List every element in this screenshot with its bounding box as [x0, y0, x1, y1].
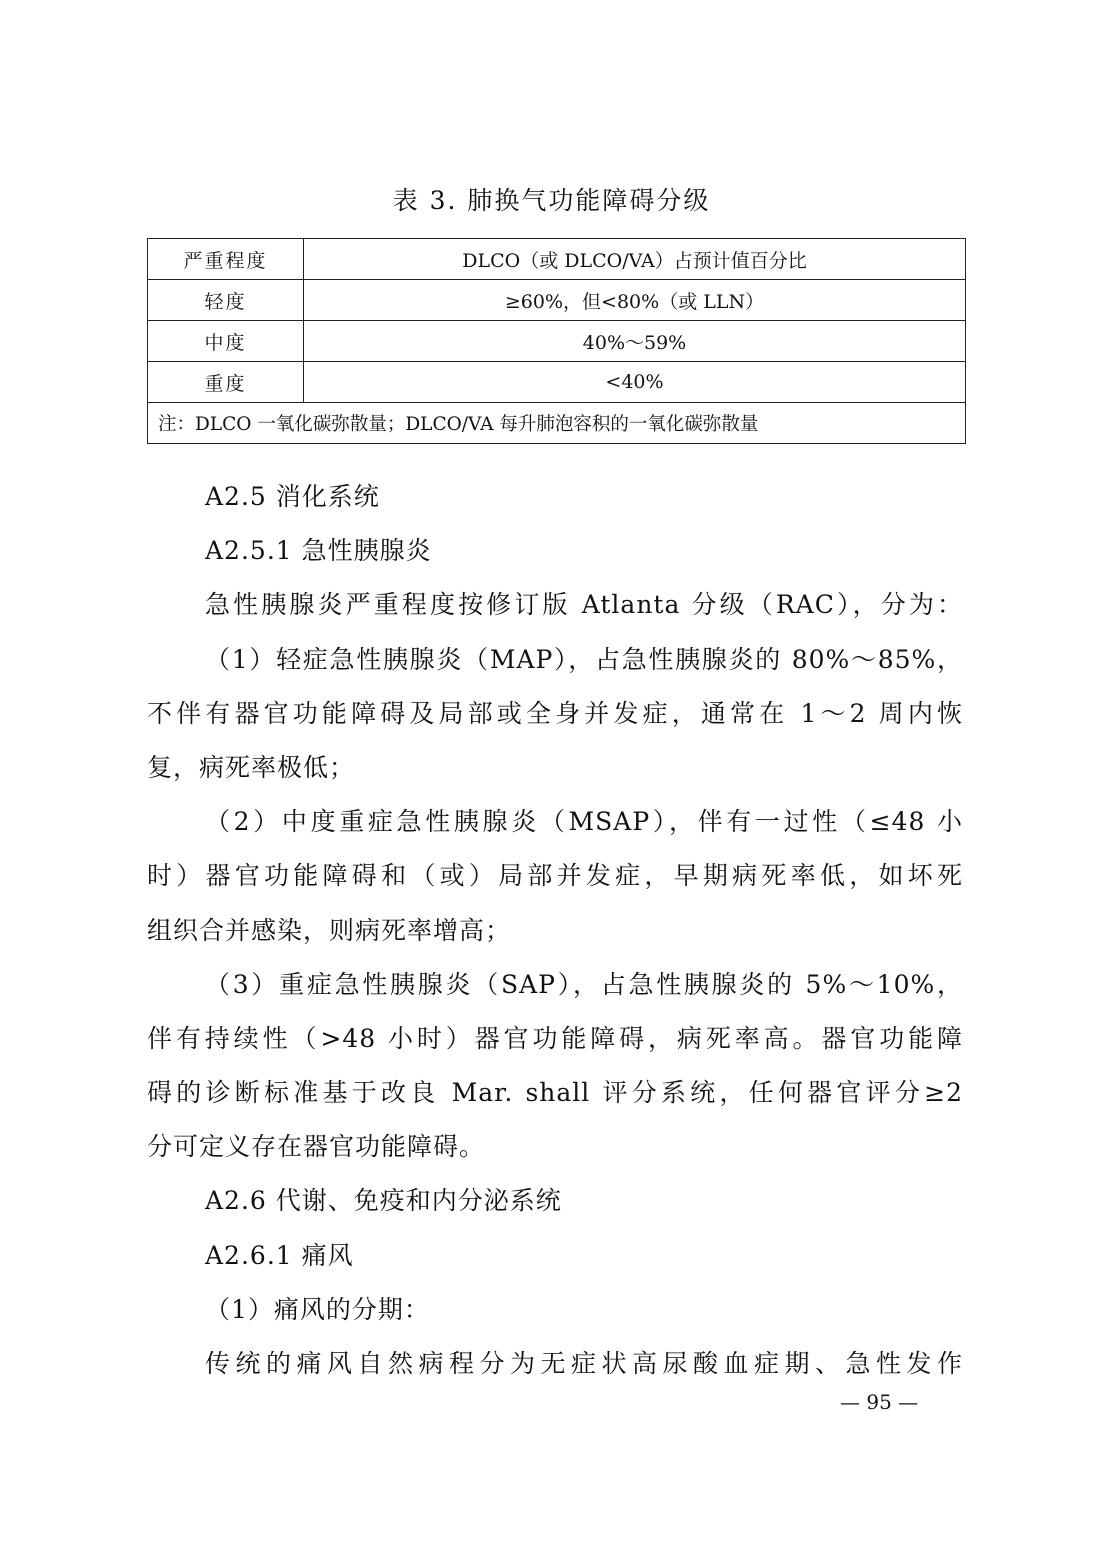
- table-note: 注：DLCO 一氧化碳弥散量；DLCO/VA 每升肺泡容积的一氧化碳弥散量: [148, 403, 966, 444]
- paragraph-line: 急性胰腺炎严重程度按修订版 Atlanta 分级（RAC），分为：: [205, 590, 963, 620]
- subsection-heading: A2.6.1 痛风: [205, 1240, 354, 1270]
- paragraph-line: （1）轻症急性胰腺炎（MAP），占急性胰腺炎的 80%～85%，: [205, 644, 963, 674]
- table-note-row: [148, 403, 966, 444]
- paragraph-line: 时）器官功能障碍和（或）局部并发症，早期病死率低，如坏死: [147, 861, 963, 891]
- paragraph-line: （1）痛风的分期：: [205, 1294, 430, 1324]
- paragraph-line: 传统的痛风自然病程分为无症状高尿酸血症期、急性发作: [205, 1349, 963, 1378]
- table-row: [148, 362, 966, 403]
- paragraph-line: 复，病死率极低；: [147, 752, 356, 782]
- page-number: — 95 —: [840, 1390, 919, 1414]
- paragraph-line: （2）中度重症急性胰腺炎（MSAP），伴有一过性（≤48 小: [205, 807, 963, 837]
- section-heading: A2.5 消化系统: [205, 482, 380, 511]
- paragraph-line: （3）重症急性胰腺炎（SAP），占急性胰腺炎的 5%～10%，: [205, 969, 963, 999]
- table-cell: 中度: [148, 321, 304, 362]
- paragraph-line: 分可定义存在器官功能障碍。: [147, 1132, 486, 1162]
- body-text: [147, 470, 963, 1391]
- table-cell: 重度: [148, 362, 304, 403]
- severity-table: [147, 238, 966, 444]
- table-title: 表 3. 肺换气功能障碍分级: [392, 186, 711, 215]
- paragraph-line: 不伴有器官功能障碍及局部或全身并发症，通常在 1～2 周内恢: [147, 698, 963, 728]
- paragraph-line: 伴有持续性（>48 小时）器官功能障碍，病死率高。器官功能障: [147, 1023, 963, 1053]
- paragraph-line: 碍的诊断标准基于改良 Mar. shall 评分系统，任何器官评分≥2: [147, 1078, 963, 1108]
- table-cell: 轻度: [148, 280, 304, 321]
- table-cell: <40%: [304, 362, 966, 403]
- paragraph-line: 组织合并感染，则病死率增高；: [147, 915, 512, 945]
- table-header-cell: DLCO（或 DLCO/VA）占预计值百分比: [304, 239, 966, 280]
- section-heading: A2.6 代谢、免疫和内分泌系统: [205, 1186, 562, 1216]
- subsection-heading: A2.5.1 急性胰腺炎: [205, 536, 432, 566]
- table-row: [148, 321, 966, 362]
- table-cell: ≥60%，但<80%（或 LLN）: [304, 280, 966, 321]
- table-row: [148, 280, 966, 321]
- table-header-cell: 严重程度: [148, 239, 304, 280]
- table-header-row: [148, 239, 966, 280]
- table-cell: 40%～59%: [304, 321, 966, 362]
